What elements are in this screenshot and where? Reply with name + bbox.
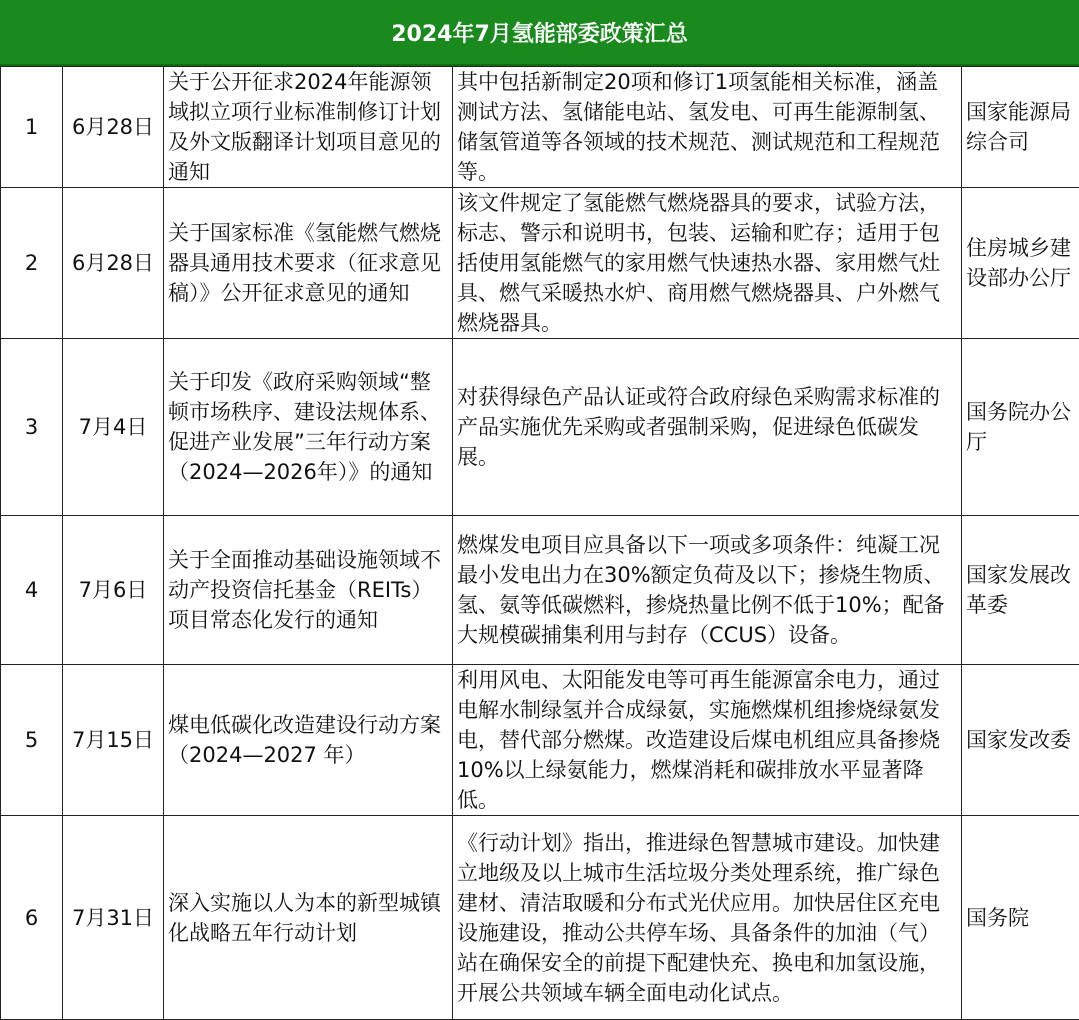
table-row bbox=[1, 67, 1079, 188]
issuing-agency: 住房城乡建设部办公厅 bbox=[962, 188, 1079, 339]
table-row bbox=[1, 188, 1079, 339]
policy-name: 关于国家标准《氢能燃气燃烧器具通用技术要求（征求意见稿）》公开征求意见的通知 bbox=[164, 188, 453, 339]
table-row bbox=[1, 816, 1079, 1020]
issuing-agency: 国家能源局综合司 bbox=[962, 67, 1079, 188]
policy-description: 利用风电、太阳能发电等可再生能源富余电力，通过电解水制绿氢并合成绿氨，实施燃煤机组掺烧绿氨发电，替代部分燃煤。改造建设后煤电机组应具备掺烧10%以上绿氨能力，燃煤消耗和碳排放水平显著降低。 bbox=[453, 665, 962, 816]
issuing-agency: 国家发展改革委 bbox=[962, 516, 1079, 665]
row-date: 6月28日 bbox=[63, 67, 164, 188]
policy-name: 关于印发《政府采购领域“整顿市场秩序、建设法规体系、促进产业发展”三年行动方案（2024—2026年）》的通知 bbox=[164, 339, 453, 516]
row-date: 7月31日 bbox=[63, 816, 164, 1020]
row-date: 7月6日 bbox=[63, 516, 164, 665]
policy-name: 深入实施以人为本的新型城镇化战略五年行动计划 bbox=[164, 816, 453, 1020]
table-title: 2024年7月氢能部委政策汇总 bbox=[0, 0, 1079, 66]
issuing-agency: 国务院 bbox=[962, 816, 1079, 1020]
row-number: 6 bbox=[1, 816, 63, 1020]
table-row bbox=[1, 665, 1079, 816]
policy-description: 燃煤发电项目应具备以下一项或多项条件：纯凝工况最小发电出力在30%额定负荷及以下；掺烧生物质、氢、氨等低碳燃料，掺烧热量比例不低于10%；配备大规模碳捕集利用与封存（CCUS）设备。 bbox=[453, 516, 962, 665]
row-number: 5 bbox=[1, 665, 63, 816]
policy-name: 煤电低碳化改造建设行动方案（2024—2027 年） bbox=[164, 665, 453, 816]
table-row bbox=[1, 516, 1079, 665]
policy-description: 对获得绿色产品认证或符合政府绿色采购需求标准的产品实施优先采购或者强制采购，促进绿色低碳发展。 bbox=[453, 339, 962, 516]
row-date: 6月28日 bbox=[63, 188, 164, 339]
table-row bbox=[1, 339, 1079, 516]
row-number: 4 bbox=[1, 516, 63, 665]
policy-table bbox=[0, 66, 1079, 1020]
row-number: 1 bbox=[1, 67, 63, 188]
issuing-agency: 国务院办公厅 bbox=[962, 339, 1079, 516]
policy-description: 《行动计划》指出，推进绿色智慧城市建设。加快建立地级及以上城市生活垃圾分类处理系统，推广绿色建材、清洁取暖和分布式光伏应用。加快居住区充电设施建设，推动公共停车场、具备条件的加油（气）站在确保安全的前提下配建快充、换电和加氢设施，开展公共领域车辆全面电动化试点。 bbox=[453, 816, 962, 1020]
policy-description: 该文件规定了氢能燃气燃烧器具的要求，试验方法，标志、警示和说明书，包装、运输和贮存；适用于包括使用氢能燃气的家用燃气快速热水器、家用燃气灶具、燃气采暖热水炉、商用燃气燃烧器具、户外燃气燃烧器具。 bbox=[453, 188, 962, 339]
row-date: 7月15日 bbox=[63, 665, 164, 816]
policy-description: 其中包括新制定20项和修订1项氢能相关标准，涵盖测试方法、氢储能电站、氢发电、可再生能源制氢、储氢管道等各领域的技术规范、测试规范和工程规范等。 bbox=[453, 67, 962, 188]
issuing-agency: 国家发改委 bbox=[962, 665, 1079, 816]
policy-name: 关于全面推动基础设施领域不动产投资信托基金（REITs）项目常态化发行的通知 bbox=[164, 516, 453, 665]
policy-name: 关于公开征求2024年能源领域拟立项行业标准制修订计划及外文版翻译计划项目意见的通知 bbox=[164, 67, 453, 188]
row-date: 7月4日 bbox=[63, 339, 164, 516]
row-number: 2 bbox=[1, 188, 63, 339]
row-number: 3 bbox=[1, 339, 63, 516]
